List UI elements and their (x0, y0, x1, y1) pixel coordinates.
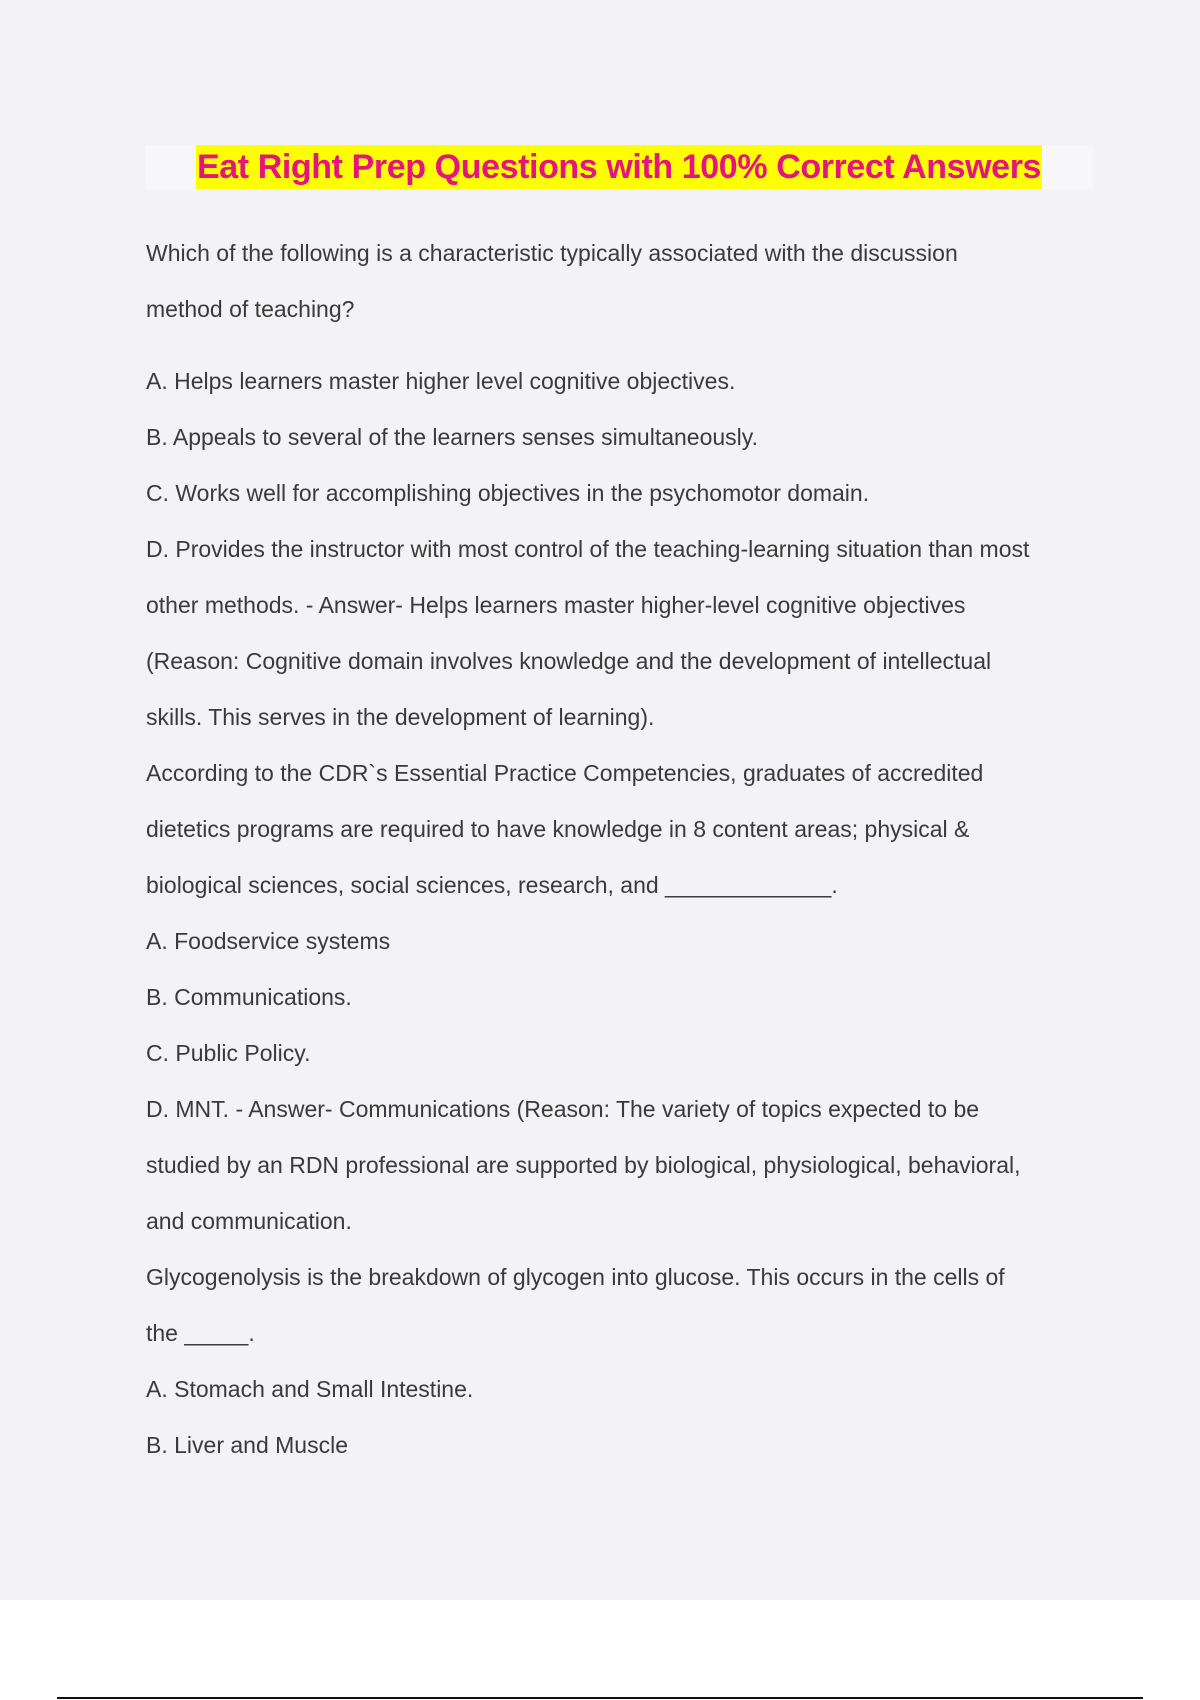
text-line: skills. This serves in the development of learning). (146, 704, 655, 730)
text-line: the _____. (146, 1320, 255, 1346)
text-line: D. Provides the instructor with most control of the teaching-learning situation than most (146, 536, 1030, 562)
text-line: D. MNT. - Answer- Communications (Reason: The variety of topics expected to be (146, 1096, 980, 1122)
text-line: other methods. - Answer- Helps learners master higher-level cognitive objectives (146, 592, 966, 618)
text-line: (Reason: Cognitive domain involves knowledge and the development of intellectual (146, 648, 992, 674)
text-line: dietetics programs are required to have knowledge in 8 content areas; physical & (146, 816, 970, 842)
text-line: Which of the following is a characteristic typically associated with the discussion (146, 240, 958, 266)
text-line: C. Public Policy. (146, 1040, 311, 1066)
document-title: Eat Right Prep Questions with 100% Correct Answers (196, 145, 1042, 189)
text-line: A. Foodservice systems (146, 928, 391, 954)
text-line: A. Stomach and Small Intestine. (146, 1376, 474, 1402)
text-line: B. Communications. (146, 984, 352, 1010)
title-banner (145, 145, 1093, 189)
text-line: B. Appeals to several of the learners senses simultaneously. (146, 424, 758, 450)
text-line: biological sciences, social sciences, research, and _____________. (146, 872, 838, 898)
text-line: studied by an RDN professional are supported by biological, physiological, behavioral, (146, 1152, 1021, 1178)
spacer (146, 337, 1086, 353)
text-line: According to the CDR`s Essential Practice Competencies, graduates of accredited (146, 760, 984, 786)
footer-divider (57, 1697, 1143, 1699)
text-line: B. Liver and Muscle (146, 1432, 348, 1458)
text-line: Glycogenolysis is the breakdown of glycogen into glucose. This occurs in the cells of (146, 1264, 1005, 1290)
text-line: C. Works well for accomplishing objectives in the psychomotor domain. (146, 480, 870, 506)
text-line: method of teaching? (146, 296, 355, 322)
question-content (146, 225, 1086, 1473)
text-line: A. Helps learners master higher level cognitive objectives. (146, 368, 736, 394)
text-line: and communication. (146, 1208, 352, 1234)
